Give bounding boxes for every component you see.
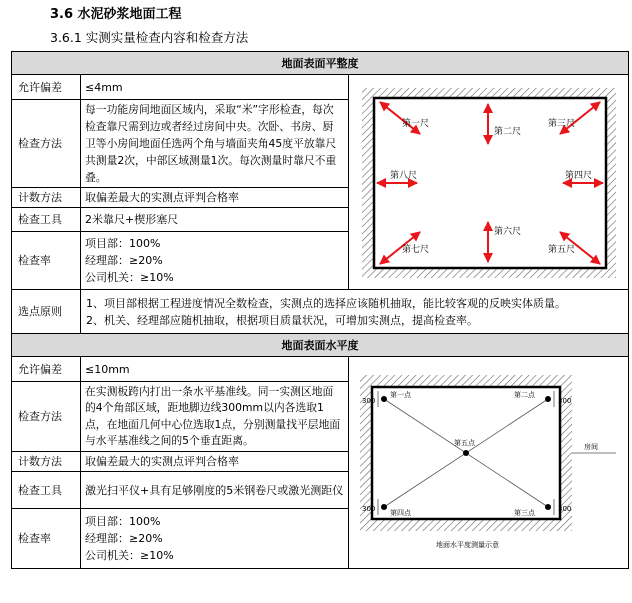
level-rate-list	[81, 509, 349, 569]
flatness-rate-project: 项目部：100%	[85, 237, 161, 250]
flatness-method-label: 检查方法	[12, 100, 81, 188]
point-label-4: 第四点	[389, 508, 411, 517]
inspection-table	[11, 51, 629, 569]
level-method-text: 在实测板跨内打出一条水平基准线。同一实测区地面的4个角部区域，距地脚边线300mm以内各选取1点，在地面几何中心位选取1点，分别测量找平层地面与水平基准线之间的5个垂直距离。	[81, 382, 349, 452]
flatness-principle-label: 选点原则	[12, 290, 81, 334]
level-tolerance-value: ≤10mm	[81, 357, 349, 382]
level-rate-label: 检查率	[12, 509, 81, 569]
dim-label-bl: 300	[361, 504, 375, 513]
subsection-title: 3.6.1 实测实量检查内容和检查方法	[50, 30, 249, 45]
level-rate-project: 项目部：100%	[85, 515, 161, 528]
level-rate-manager: 经理部：≥20%	[85, 532, 163, 545]
ruler-label-3: 第三尺	[547, 119, 575, 129]
flatness-tolerance-value: ≤4mm	[81, 75, 349, 100]
point-3-marker	[545, 504, 551, 510]
dim-label-br: 300	[557, 504, 571, 513]
ruler-label-7: 第七尺	[401, 245, 429, 255]
point-4-marker	[381, 504, 387, 510]
dim-label-tr: 300	[557, 396, 571, 405]
flatness-diagram	[358, 82, 620, 282]
flatness-rate-manager: 经理部：≥20%	[85, 254, 163, 267]
flatness-method-text: 每一功能房间地面区域内，采取“米”字形检查，每次检查靠尺需到边或者经过房间中央。次卧、书房、厨卫等小房间地面任选两个角与墙面夹角45度平放靠尺共测量2次，中部区域测量1次。每次测量时靠尺不重叠。	[81, 100, 349, 188]
flatness-tolerance-label: 允许偏差	[12, 75, 81, 100]
flatness-count-label: 计数方法	[12, 188, 81, 208]
level-tool-label: 检查工具	[12, 472, 81, 509]
point-label-5: 第五点	[453, 438, 475, 447]
level-method-label: 检查方法	[12, 382, 81, 452]
ruler-label-6: 第六尺	[493, 227, 521, 237]
section-title: 3.6 水泥砂浆地面工程	[50, 7, 182, 22]
level-header-row	[12, 334, 629, 357]
point-2-marker	[545, 396, 551, 402]
flatness-principle-2: 2、机关、经理部应随机抽取，根据项目质量状况，可增加实测点，提高检查率。	[86, 313, 478, 327]
flatness-tool-label: 检查工具	[12, 208, 81, 232]
flatness-principle-1: 1、项目部根据工程进度情况全数检查，实测点的选择应该随机抽取，能比较客观的反映实体质量。	[86, 296, 566, 310]
ruler-label-1: 第一尺	[401, 119, 429, 129]
flatness-tolerance-row	[12, 75, 629, 100]
level-diagram-caption: 地面水平度测量示意	[435, 540, 499, 549]
flatness-diagram-cell	[349, 75, 629, 290]
ruler-label-5: 第五尺	[547, 245, 575, 255]
dim-label-tl: 300	[361, 396, 375, 405]
point-label-1: 第一点	[389, 390, 411, 399]
point-label-2: 第二点	[513, 390, 535, 399]
flatness-title: 地面表面平整度	[12, 52, 629, 75]
flatness-header-row	[12, 52, 629, 75]
flatness-tool-text: 2米靠尺+楔形塞尺	[81, 208, 349, 232]
point-5-marker	[463, 450, 469, 456]
ruler-label-8: 第八尺	[389, 171, 417, 181]
level-title: 地面表面水平度	[12, 334, 629, 357]
ruler-label-4: 第四尺	[564, 171, 592, 181]
level-tolerance-label: 允许偏差	[12, 357, 81, 382]
level-diagram-cell	[349, 357, 629, 569]
level-tolerance-row	[12, 357, 629, 382]
flatness-rate-list	[81, 232, 349, 290]
flatness-principle-list	[81, 290, 629, 334]
level-count-text: 取偏差最大的实测点评判合格率	[81, 452, 349, 472]
flatness-count-text: 取偏差最大的实测点评判合格率	[81, 188, 349, 208]
point-label-3: 第三点	[513, 508, 535, 517]
flatness-rate-company: 公司机关：≥10%	[85, 271, 174, 284]
flatness-rate-label: 检查率	[12, 232, 81, 290]
room-label: 房间	[583, 442, 598, 451]
ruler-label-2: 第二尺	[493, 127, 521, 137]
point-1-marker	[381, 396, 387, 402]
level-rate-company: 公司机关：≥10%	[85, 549, 174, 562]
level-count-label: 计数方法	[12, 452, 81, 472]
level-diagram	[354, 373, 624, 553]
flatness-principle-row	[12, 290, 629, 334]
level-tool-text: 激光扫平仪+具有足够刚度的5米钢卷尺或激光测距仪	[81, 472, 349, 509]
